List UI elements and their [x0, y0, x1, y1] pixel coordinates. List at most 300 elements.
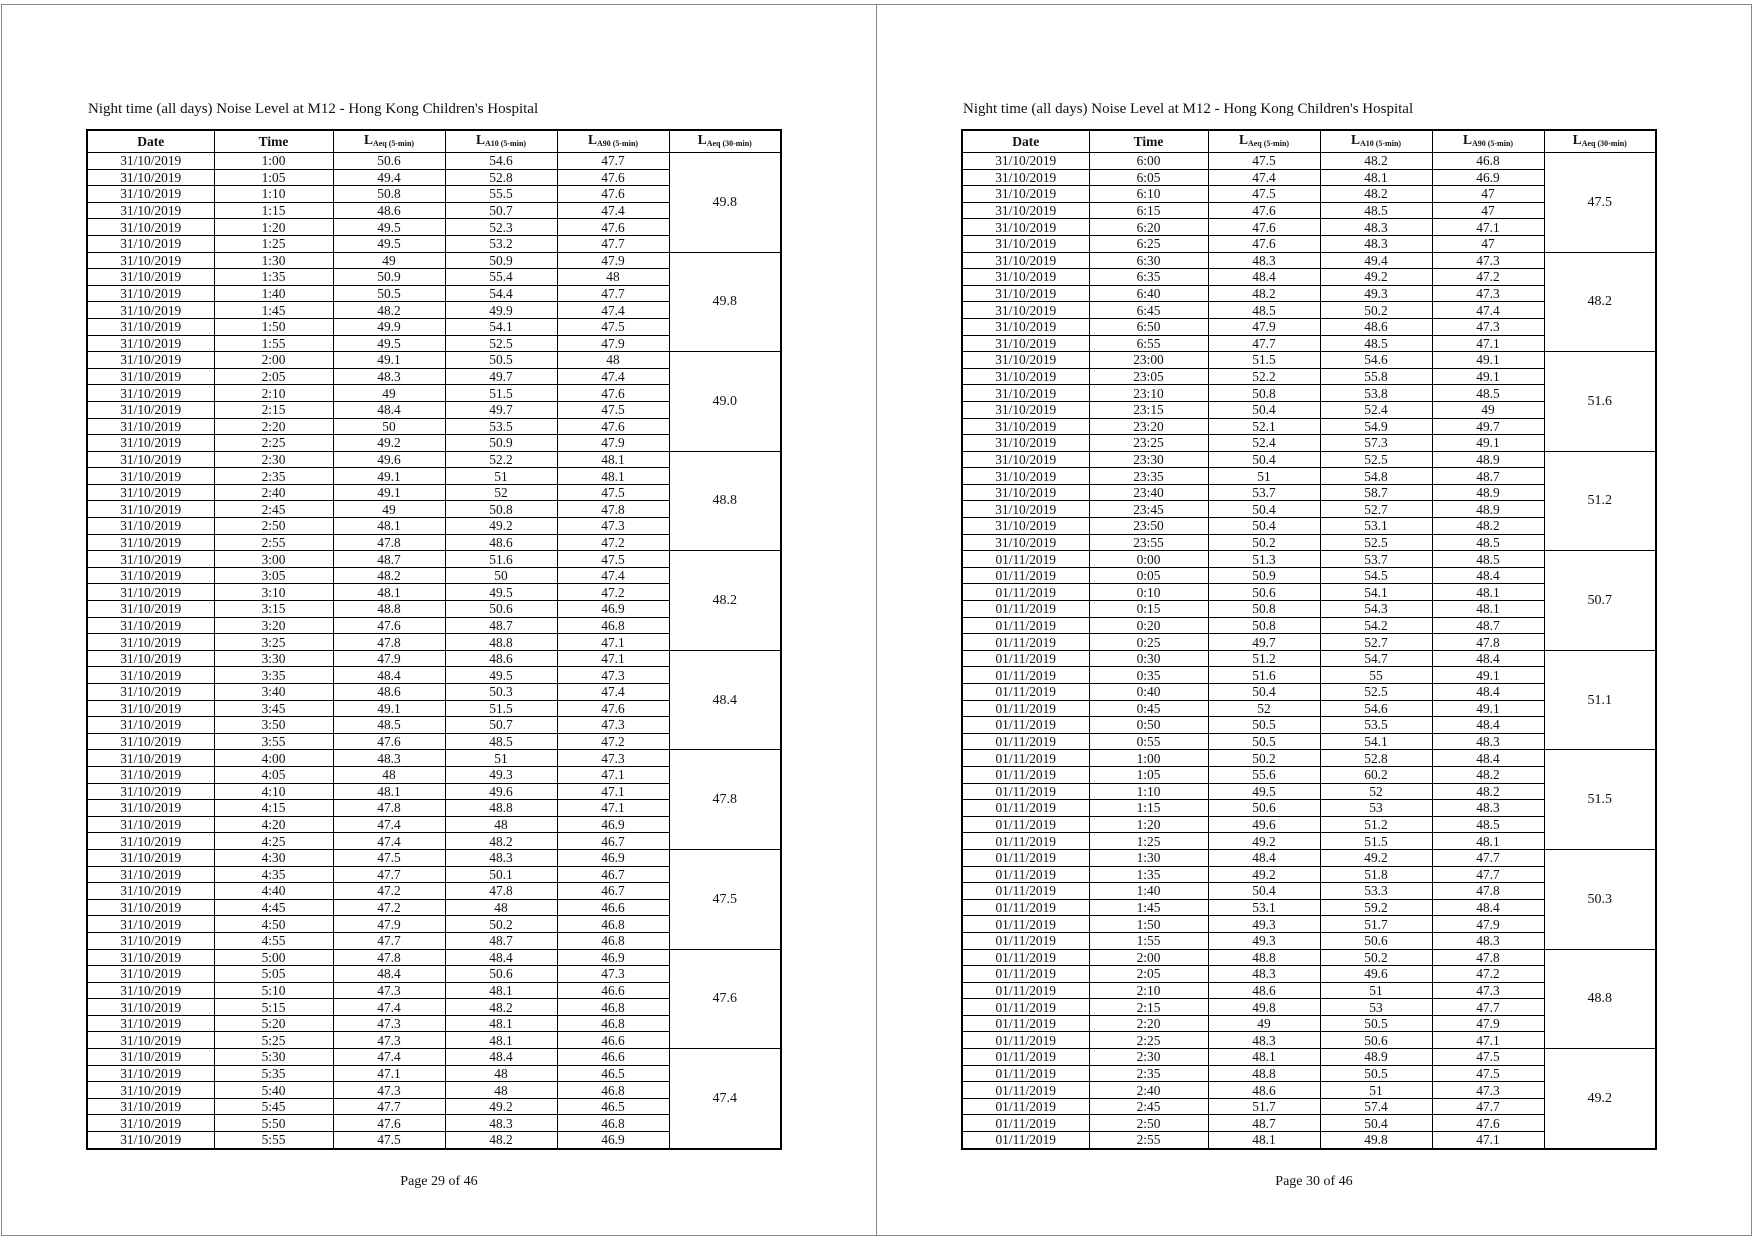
la10-5min-cell: 49.6: [445, 783, 557, 800]
la90-5min-cell: 47.6: [557, 219, 669, 236]
table-row: [962, 849, 1656, 866]
date-cell: 31/10/2019: [87, 966, 214, 983]
time-cell: 1:30: [214, 252, 333, 269]
la90-5min-cell: 47.3: [557, 717, 669, 734]
time-cell: 1:35: [1089, 866, 1208, 883]
la10-5min-cell: 48.2: [1320, 186, 1432, 203]
laeq-5min-cell: 49.6: [1208, 816, 1320, 833]
la10-5min-cell: 48.1: [1320, 169, 1432, 186]
date-cell: 31/10/2019: [962, 186, 1089, 203]
laeq-5min-cell: 47.3: [333, 1082, 445, 1099]
laeq-5min-cell: 48.1: [1208, 1132, 1320, 1149]
laeq-5min-cell: 48.8: [1208, 949, 1320, 966]
la90-5min-cell: 48.9: [1432, 501, 1544, 518]
la90-5min-cell: 46.8: [557, 916, 669, 933]
date-cell: 01/11/2019: [962, 584, 1089, 601]
laeq-5min-cell: 47.6: [1208, 202, 1320, 219]
time-cell: 2:00: [214, 352, 333, 369]
column-header-la10-5min: $L_{A10 (5-min)}$: [445, 130, 557, 153]
date-cell: 31/10/2019: [87, 401, 214, 418]
date-cell: 31/10/2019: [962, 501, 1089, 518]
time-cell: 5:10: [214, 982, 333, 999]
la90-5min-cell: 46.8: [557, 617, 669, 634]
date-cell: 31/10/2019: [87, 501, 214, 518]
date-cell: 31/10/2019: [962, 252, 1089, 269]
laeq-5min-cell: 47.7: [333, 866, 445, 883]
date-cell: 31/10/2019: [87, 352, 214, 369]
date-cell: 31/10/2019: [87, 534, 214, 551]
date-cell: 31/10/2019: [87, 484, 214, 501]
laeq-5min-cell: 48: [333, 766, 445, 783]
time-cell: 6:25: [1089, 235, 1208, 252]
la10-5min-cell: 48.3: [445, 849, 557, 866]
la90-5min-cell: 47.9: [557, 435, 669, 452]
la10-5min-cell: 53.2: [445, 235, 557, 252]
table-header-row: [962, 130, 1656, 153]
time-cell: 0:40: [1089, 684, 1208, 701]
la90-5min-cell: 47.5: [557, 551, 669, 568]
la90-5min-cell: 47.8: [1432, 949, 1544, 966]
la90-5min-cell: 48.4: [1432, 899, 1544, 916]
la10-5min-cell: 49.2: [1320, 269, 1432, 286]
la10-5min-cell: 58.7: [1320, 484, 1432, 501]
la10-5min-cell: 48.8: [445, 800, 557, 817]
la90-5min-cell: 48.4: [1432, 750, 1544, 767]
la90-5min-cell: 48.2: [1432, 518, 1544, 535]
la10-5min-cell: 50: [445, 567, 557, 584]
la10-5min-cell: 48.7: [445, 617, 557, 634]
date-cell: 31/10/2019: [962, 435, 1089, 452]
date-cell: 31/10/2019: [87, 634, 214, 651]
la90-5min-cell: 47.1: [557, 783, 669, 800]
laeq-5min-cell: 47.6: [1208, 219, 1320, 236]
la10-5min-cell: 49.4: [1320, 252, 1432, 269]
la90-5min-cell: 46.6: [557, 982, 669, 999]
la90-5min-cell: 47.9: [1432, 916, 1544, 933]
time-cell: 2:10: [1089, 982, 1208, 999]
la90-5min-cell: 49.1: [1432, 352, 1544, 369]
laeq-30min-cell: 50.3: [1544, 849, 1656, 949]
time-cell: 4:05: [214, 766, 333, 783]
laeq-5min-cell: 48.8: [333, 601, 445, 618]
la10-5min-cell: 54.6: [1320, 352, 1432, 369]
la10-5min-cell: 51.2: [1320, 816, 1432, 833]
time-cell: 2:15: [1089, 999, 1208, 1016]
laeq-5min-cell: 47.6: [333, 617, 445, 634]
date-cell: 31/10/2019: [962, 202, 1089, 219]
laeq-5min-cell: 47.6: [1208, 235, 1320, 252]
time-cell: 6:00: [1089, 153, 1208, 170]
noise-level-table: [86, 129, 782, 1150]
la10-5min-cell: 50.9: [445, 435, 557, 452]
date-cell: 31/10/2019: [87, 883, 214, 900]
la90-5min-cell: 47.7: [557, 235, 669, 252]
time-cell: 3:55: [214, 733, 333, 750]
laeq-30min-cell: 50.7: [1544, 551, 1656, 651]
la10-5min-cell: 51.5: [1320, 833, 1432, 850]
la10-5min-cell: 50.2: [1320, 302, 1432, 319]
time-cell: 4:40: [214, 883, 333, 900]
laeq-5min-cell: 48.7: [333, 551, 445, 568]
date-cell: 31/10/2019: [87, 800, 214, 817]
laeq-30min-cell: 49.8: [669, 153, 781, 253]
laeq-5min-cell: 47.7: [1208, 335, 1320, 352]
date-cell: 01/11/2019: [962, 617, 1089, 634]
la10-5min-cell: 53.8: [1320, 385, 1432, 402]
table-row: [962, 451, 1656, 468]
la10-5min-cell: 55: [1320, 667, 1432, 684]
la10-5min-cell: 48: [445, 816, 557, 833]
column-header-laeq-5min: $L_{Aeq (5-min)}$: [1208, 130, 1320, 153]
laeq-5min-cell: 47.3: [333, 982, 445, 999]
la10-5min-cell: 52.7: [1320, 501, 1432, 518]
time-cell: 6:05: [1089, 169, 1208, 186]
table-row: [962, 153, 1656, 170]
la90-5min-cell: 47.7: [1432, 999, 1544, 1016]
date-cell: 01/11/2019: [962, 1115, 1089, 1132]
la90-5min-cell: 47.4: [1432, 302, 1544, 319]
laeq-5min-cell: 47.9: [333, 916, 445, 933]
laeq-5min-cell: 47.8: [333, 534, 445, 551]
la10-5min-cell: 48.1: [445, 982, 557, 999]
time-cell: 3:10: [214, 584, 333, 601]
la90-5min-cell: 48.4: [1432, 567, 1544, 584]
laeq-5min-cell: 50.4: [1208, 518, 1320, 535]
la90-5min-cell: 48.7: [1432, 617, 1544, 634]
la10-5min-cell: 48.9: [1320, 1049, 1432, 1066]
time-cell: 3:15: [214, 601, 333, 618]
la90-5min-cell: 48.5: [1432, 385, 1544, 402]
date-cell: 01/11/2019: [962, 966, 1089, 983]
la90-5min-cell: 47.3: [557, 750, 669, 767]
noise-level-table: [961, 129, 1657, 1150]
la10-5min-cell: 48: [445, 899, 557, 916]
laeq-5min-cell: 49.5: [333, 235, 445, 252]
laeq-5min-cell: 47.4: [333, 999, 445, 1016]
laeq-5min-cell: 47.9: [1208, 318, 1320, 335]
la10-5min-cell: 49.6: [1320, 966, 1432, 983]
la90-5min-cell: 47.4: [557, 302, 669, 319]
column-header-la90-5min: $L_{A90 (5-min)}$: [1432, 130, 1544, 153]
time-cell: 2:05: [1089, 966, 1208, 983]
date-cell: 31/10/2019: [962, 534, 1089, 551]
date-cell: 01/11/2019: [962, 849, 1089, 866]
la10-5min-cell: 54.1: [445, 318, 557, 335]
laeq-5min-cell: 49.3: [1208, 932, 1320, 949]
column-header-laeq-5min: $L_{Aeq (5-min)}$: [333, 130, 445, 153]
laeq-5min-cell: 50.6: [333, 153, 445, 170]
time-cell: 4:25: [214, 833, 333, 850]
la10-5min-cell: 54.7: [1320, 650, 1432, 667]
la90-5min-cell: 47.4: [557, 368, 669, 385]
la10-5min-cell: 52.2: [445, 451, 557, 468]
time-cell: 1:00: [214, 153, 333, 170]
la10-5min-cell: 50.6: [1320, 1032, 1432, 1049]
la90-5min-cell: 47.6: [557, 186, 669, 203]
la10-5min-cell: 57.3: [1320, 435, 1432, 452]
la10-5min-cell: 48.1: [445, 1015, 557, 1032]
la90-5min-cell: 47.6: [557, 700, 669, 717]
time-cell: 2:25: [1089, 1032, 1208, 1049]
laeq-5min-cell: 49.4: [333, 169, 445, 186]
laeq-5min-cell: 49.5: [333, 219, 445, 236]
date-cell: 01/11/2019: [962, 783, 1089, 800]
la10-5min-cell: 52.8: [1320, 750, 1432, 767]
la90-5min-cell: 48.1: [557, 468, 669, 485]
la90-5min-cell: 47.6: [557, 169, 669, 186]
laeq-5min-cell: 50.5: [1208, 733, 1320, 750]
la90-5min-cell: 47.5: [1432, 1065, 1544, 1082]
la90-5min-cell: 48.7: [1432, 468, 1544, 485]
time-cell: 1:40: [214, 285, 333, 302]
la90-5min-cell: 46.9: [557, 816, 669, 833]
time-cell: 23:45: [1089, 501, 1208, 518]
la10-5min-cell: 48.2: [1320, 153, 1432, 170]
laeq-5min-cell: 47.5: [333, 849, 445, 866]
laeq-5min-cell: 47.1: [333, 1065, 445, 1082]
date-cell: 01/11/2019: [962, 601, 1089, 618]
la10-5min-cell: 54.4: [445, 285, 557, 302]
la90-5min-cell: 46.5: [557, 1065, 669, 1082]
date-cell: 31/10/2019: [87, 750, 214, 767]
column-header-date: Date: [87, 130, 214, 153]
laeq-5min-cell: 51.6: [1208, 667, 1320, 684]
laeq-5min-cell: 49.7: [1208, 634, 1320, 651]
time-cell: 1:05: [1089, 766, 1208, 783]
laeq-5min-cell: 48.2: [333, 567, 445, 584]
la90-5min-cell: 46.9: [557, 849, 669, 866]
page-number: Page 29 of 46: [400, 1174, 478, 1189]
la10-5min-cell: 50.6: [445, 966, 557, 983]
time-cell: 1:55: [1089, 932, 1208, 949]
time-cell: 0:35: [1089, 667, 1208, 684]
time-cell: 2:50: [214, 518, 333, 535]
laeq-5min-cell: 48.5: [333, 717, 445, 734]
date-cell: 31/10/2019: [962, 385, 1089, 402]
date-cell: 01/11/2019: [962, 999, 1089, 1016]
time-cell: 6:30: [1089, 252, 1208, 269]
la10-5min-cell: 50.9: [445, 252, 557, 269]
laeq-5min-cell: 48.3: [1208, 252, 1320, 269]
date-cell: 31/10/2019: [87, 999, 214, 1016]
date-cell: 01/11/2019: [962, 816, 1089, 833]
laeq-5min-cell: 47.5: [333, 1132, 445, 1149]
la90-5min-cell: 48.3: [1432, 733, 1544, 750]
time-cell: 2:15: [214, 401, 333, 418]
date-cell: 31/10/2019: [87, 1032, 214, 1049]
laeq-5min-cell: 48.4: [333, 401, 445, 418]
time-cell: 23:35: [1089, 468, 1208, 485]
date-cell: 31/10/2019: [87, 849, 214, 866]
time-cell: 0:05: [1089, 567, 1208, 584]
laeq-5min-cell: 50.8: [1208, 601, 1320, 618]
laeq-5min-cell: 47.4: [1208, 169, 1320, 186]
time-cell: 23:10: [1089, 385, 1208, 402]
laeq-5min-cell: 50.4: [1208, 401, 1320, 418]
laeq-5min-cell: 48.1: [333, 783, 445, 800]
column-header-laeq-30min: $L_{Aeq (30-min)}$: [1544, 130, 1656, 153]
time-cell: 1:20: [214, 219, 333, 236]
la90-5min-cell: 47.2: [557, 534, 669, 551]
la90-5min-cell: 48.1: [557, 451, 669, 468]
date-cell: 31/10/2019: [87, 252, 214, 269]
laeq-5min-cell: 47.6: [333, 1115, 445, 1132]
la10-5min-cell: 55.5: [445, 186, 557, 203]
laeq-5min-cell: 49.5: [1208, 783, 1320, 800]
date-cell: 01/11/2019: [962, 1032, 1089, 1049]
la10-5min-cell: 53: [1320, 800, 1432, 817]
la90-5min-cell: 47.3: [557, 518, 669, 535]
la10-5min-cell: 50.5: [445, 352, 557, 369]
date-cell: 31/10/2019: [87, 169, 214, 186]
la90-5min-cell: 46.6: [557, 1032, 669, 1049]
laeq-5min-cell: 50.8: [1208, 385, 1320, 402]
date-cell: 31/10/2019: [87, 1049, 214, 1066]
time-cell: 2:30: [214, 451, 333, 468]
laeq-5min-cell: 49: [333, 252, 445, 269]
time-cell: 5:20: [214, 1015, 333, 1032]
time-cell: 0:20: [1089, 617, 1208, 634]
table-body: [87, 153, 781, 1149]
time-cell: 3:05: [214, 567, 333, 584]
laeq-5min-cell: 51: [1208, 468, 1320, 485]
la10-5min-cell: 48.5: [1320, 202, 1432, 219]
laeq-30min-cell: 51.5: [1544, 750, 1656, 850]
date-cell: 01/11/2019: [962, 883, 1089, 900]
table-row: [87, 949, 781, 966]
la10-5min-cell: 50.7: [445, 202, 557, 219]
date-cell: 31/10/2019: [87, 368, 214, 385]
la90-5min-cell: 48.5: [1432, 551, 1544, 568]
time-cell: 5:40: [214, 1082, 333, 1099]
laeq-5min-cell: 50.4: [1208, 501, 1320, 518]
la90-5min-cell: 46.7: [557, 883, 669, 900]
time-cell: 2:35: [214, 468, 333, 485]
time-cell: 0:00: [1089, 551, 1208, 568]
laeq-5min-cell: 52.4: [1208, 435, 1320, 452]
la10-5min-cell: 52.5: [1320, 451, 1432, 468]
column-header-time: Time: [1089, 130, 1208, 153]
la10-5min-cell: 52.7: [1320, 634, 1432, 651]
date-cell: 31/10/2019: [87, 684, 214, 701]
la90-5min-cell: 48.3: [1432, 932, 1544, 949]
la10-5min-cell: 49.2: [445, 1098, 557, 1115]
la90-5min-cell: 47.2: [1432, 966, 1544, 983]
la10-5min-cell: 51: [445, 750, 557, 767]
laeq-5min-cell: 49.2: [1208, 866, 1320, 883]
time-cell: 3:00: [214, 551, 333, 568]
table-row: [87, 451, 781, 468]
date-cell: 31/10/2019: [87, 435, 214, 452]
la10-5min-cell: 53.1: [1320, 518, 1432, 535]
time-cell: 5:55: [214, 1132, 333, 1149]
laeq-5min-cell: 52.2: [1208, 368, 1320, 385]
la10-5min-cell: 48.6: [445, 534, 557, 551]
la10-5min-cell: 51.8: [1320, 866, 1432, 883]
la10-5min-cell: 48.2: [445, 833, 557, 850]
time-cell: 6:50: [1089, 318, 1208, 335]
date-cell: 31/10/2019: [87, 601, 214, 618]
time-cell: 1:00: [1089, 750, 1208, 767]
la10-5min-cell: 52.5: [1320, 684, 1432, 701]
laeq-30min-cell: 49.2: [1544, 1049, 1656, 1149]
la90-5min-cell: 47.7: [1432, 866, 1544, 883]
laeq-5min-cell: 47.4: [333, 1049, 445, 1066]
la90-5min-cell: 47.3: [1432, 285, 1544, 302]
date-cell: 31/10/2019: [87, 667, 214, 684]
date-cell: 01/11/2019: [962, 766, 1089, 783]
date-cell: 01/11/2019: [962, 982, 1089, 999]
la90-5min-cell: 46.8: [557, 932, 669, 949]
la90-5min-cell: 46.5: [557, 1098, 669, 1115]
la10-5min-cell: 48.1: [445, 1032, 557, 1049]
la10-5min-cell: 50.1: [445, 866, 557, 883]
la10-5min-cell: 51: [1320, 982, 1432, 999]
laeq-30min-cell: 47.4: [669, 1049, 781, 1149]
la90-5min-cell: 48.5: [1432, 816, 1544, 833]
laeq-5min-cell: 50.4: [1208, 684, 1320, 701]
laeq-30min-cell: 47.6: [669, 949, 781, 1049]
laeq-30min-cell: 49.0: [669, 352, 781, 452]
time-cell: 6:40: [1089, 285, 1208, 302]
date-cell: 31/10/2019: [962, 318, 1089, 335]
la90-5min-cell: 46.8: [557, 1015, 669, 1032]
laeq-5min-cell: 52.1: [1208, 418, 1320, 435]
la90-5min-cell: 47: [1432, 186, 1544, 203]
la90-5min-cell: 48.5: [1432, 534, 1544, 551]
time-cell: 23:25: [1089, 435, 1208, 452]
la90-5min-cell: 47.1: [557, 650, 669, 667]
date-cell: 31/10/2019: [87, 816, 214, 833]
la10-5min-cell: 50.7: [445, 717, 557, 734]
la10-5min-cell: 54.6: [1320, 700, 1432, 717]
laeq-5min-cell: 48.3: [1208, 966, 1320, 983]
la90-5min-cell: 46.7: [557, 866, 669, 883]
la90-5min-cell: 47.4: [557, 202, 669, 219]
time-cell: 5:00: [214, 949, 333, 966]
laeq-30min-cell: 48.2: [1544, 252, 1656, 352]
la10-5min-cell: 54.8: [1320, 468, 1432, 485]
laeq-5min-cell: 48.1: [333, 584, 445, 601]
la10-5min-cell: 51.5: [445, 385, 557, 402]
time-cell: 1:30: [1089, 849, 1208, 866]
laeq-5min-cell: 50.4: [1208, 451, 1320, 468]
laeq-5min-cell: 47.5: [1208, 153, 1320, 170]
la90-5min-cell: 47: [1432, 235, 1544, 252]
laeq-5min-cell: 49.9: [333, 318, 445, 335]
la10-5min-cell: 59.2: [1320, 899, 1432, 916]
la90-5min-cell: 47.6: [557, 418, 669, 435]
la10-5min-cell: 50.8: [445, 501, 557, 518]
date-cell: 31/10/2019: [87, 335, 214, 352]
time-cell: 3:45: [214, 700, 333, 717]
laeq-5min-cell: 47.6: [333, 733, 445, 750]
la90-5min-cell: 48: [557, 269, 669, 286]
table-row: [87, 849, 781, 866]
la90-5min-cell: 49.1: [1432, 368, 1544, 385]
time-cell: 5:50: [214, 1115, 333, 1132]
time-cell: 5:35: [214, 1065, 333, 1082]
la10-5min-cell: 50.5: [1320, 1065, 1432, 1082]
laeq-5min-cell: 49.1: [333, 352, 445, 369]
time-cell: 4:15: [214, 800, 333, 817]
laeq-30min-cell: 51.2: [1544, 451, 1656, 551]
laeq-5min-cell: 50.2: [1208, 750, 1320, 767]
la90-5min-cell: 47.1: [557, 634, 669, 651]
la10-5min-cell: 52: [445, 484, 557, 501]
time-cell: 2:55: [214, 534, 333, 551]
table-row: [962, 949, 1656, 966]
